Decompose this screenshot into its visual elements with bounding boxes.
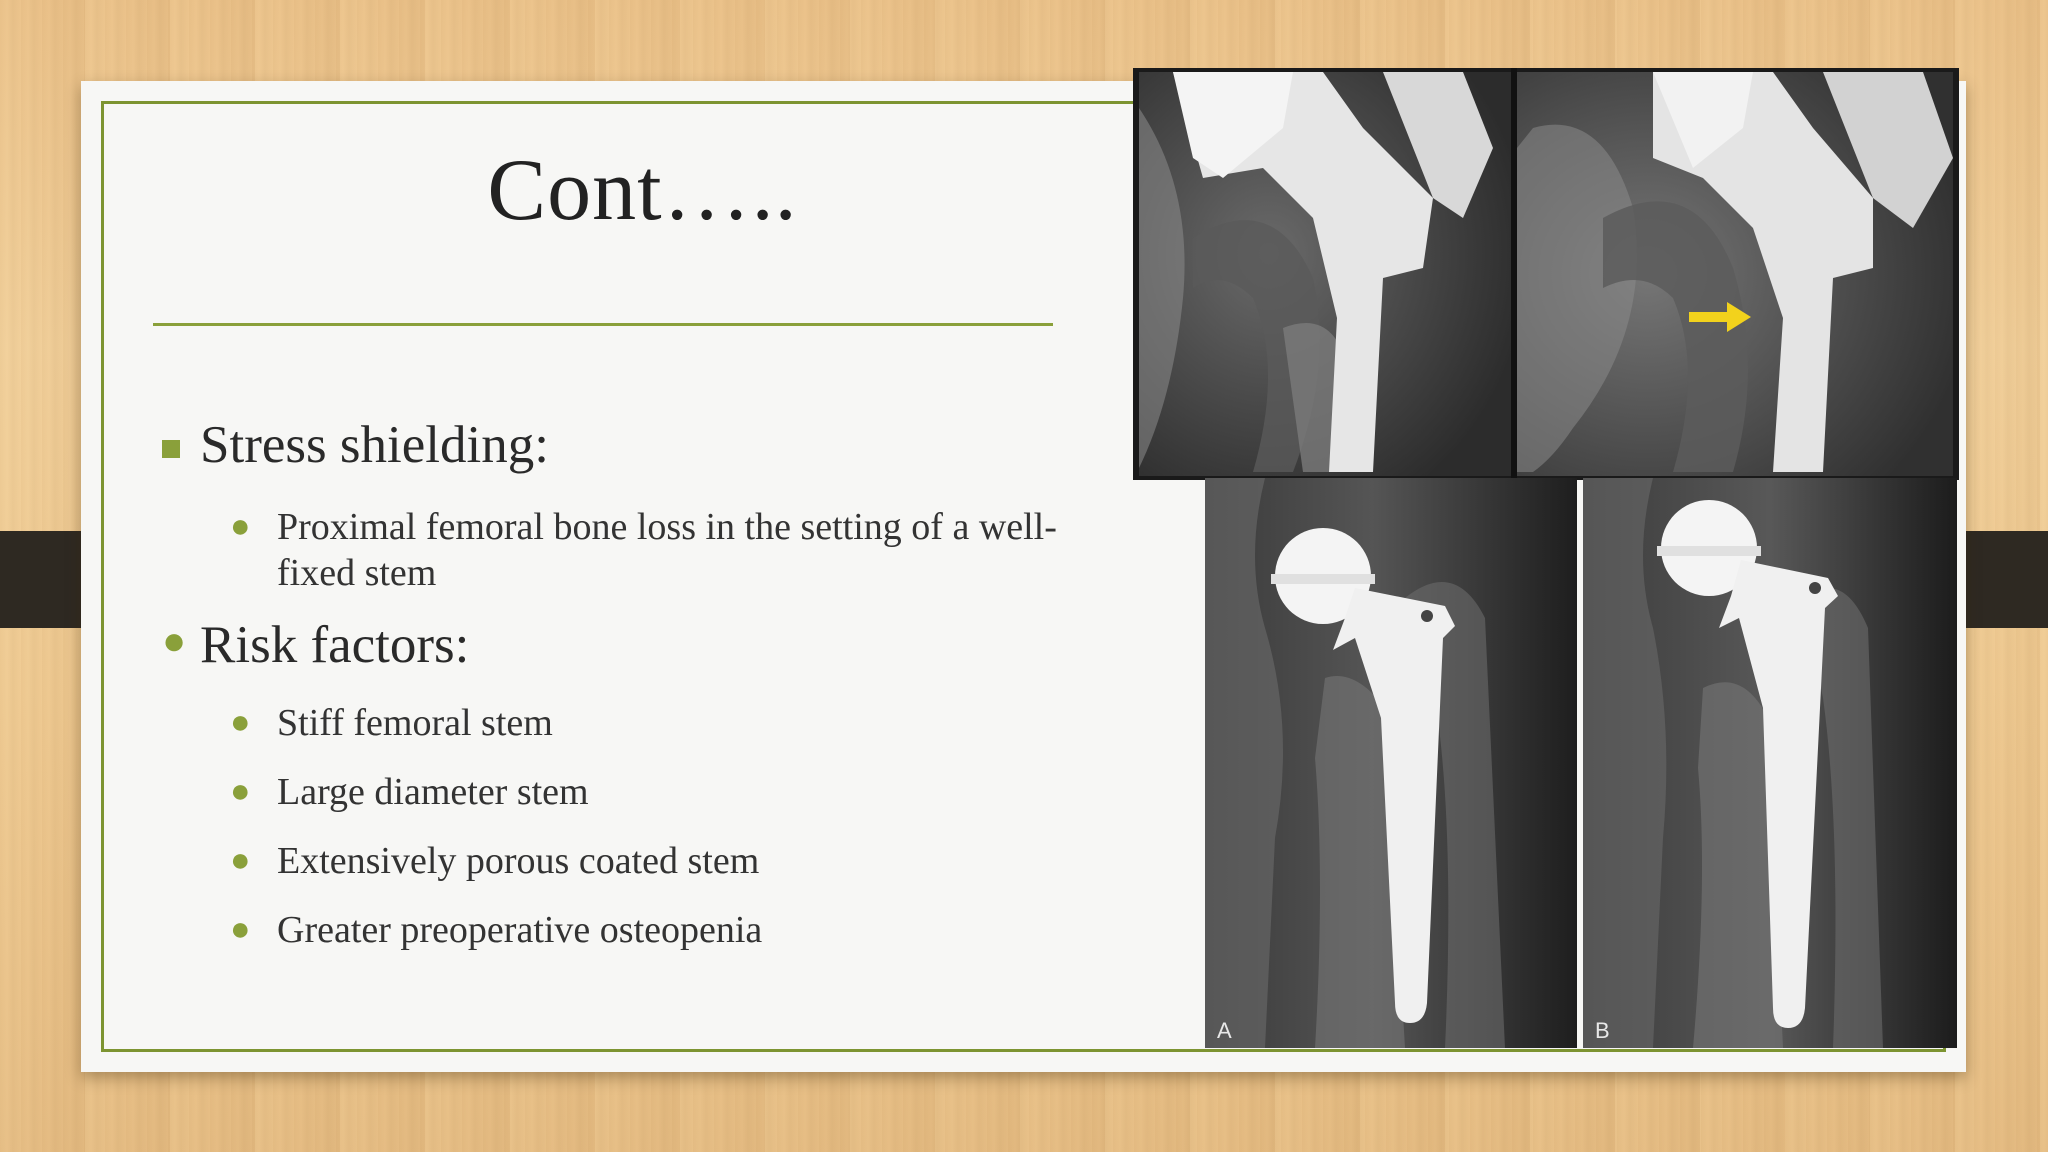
bullet-level2 (230, 504, 1097, 596)
title-rule (153, 323, 1053, 326)
panel-label-a: A (1217, 1018, 1232, 1043)
bullet-text: Greater preoperative osteopenia (277, 909, 763, 951)
bullet-text: Stress shielding: (200, 416, 549, 474)
dot-bullet-icon: ● (230, 773, 251, 810)
bullet-level1 (200, 415, 549, 475)
bullet-level2 (230, 700, 1097, 746)
slide-title: Cont….. (487, 142, 798, 239)
xray-top-image (1133, 68, 1959, 480)
bullet-level2 (230, 907, 1097, 953)
dot-bullet-icon: ● (230, 911, 251, 948)
xray-a-image (1205, 478, 1577, 1048)
bullet-level2 (230, 838, 1097, 884)
dot-bullet-icon: ● (230, 842, 251, 879)
strap-right (1962, 531, 2048, 628)
bullet-level1 (162, 615, 470, 675)
dot-bullet-icon: ● (230, 704, 251, 741)
bullet-level2 (230, 769, 1097, 815)
bullet-text: Extensively porous coated stem (277, 840, 760, 882)
dot-bullet-icon: ● (162, 618, 187, 663)
panel-label-b: B (1595, 1018, 1610, 1043)
bullet-text: Proximal femoral bone loss in the setting of a well-fixed stem (277, 506, 1057, 594)
xray-b-image (1583, 478, 1957, 1048)
dot-bullet-icon: ● (230, 508, 251, 545)
xray-panel-a (1205, 478, 1577, 1048)
bullet-text: Risk factors: (200, 616, 470, 674)
xray-panel-b (1583, 478, 1957, 1048)
square-bullet-icon (162, 440, 180, 458)
xray-top-pair (1133, 68, 1959, 480)
bullet-text: Large diameter stem (277, 771, 589, 813)
bullet-text: Stiff femoral stem (277, 702, 553, 744)
